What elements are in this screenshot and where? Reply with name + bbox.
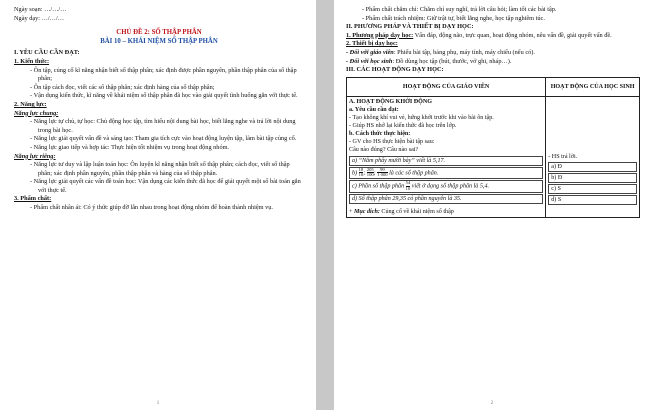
list-item: - Phẩm chất nhân ái: Có ý thức giúp đỡ lẫn nhau trong hoạt động nhóm để hoàn thành nhiệm vụ. (30, 204, 274, 212)
fraction: $\frac{54}{10}$ (405, 180, 411, 191)
option-c: c) Phần số thập phân $\frac{54}{10}$ viết ở dạng số thập phân là 5,4. (349, 180, 543, 193)
subheading: 2. Thiết bị dạy học: (346, 40, 398, 48)
student-activity-cell (546, 96, 640, 217)
subheading: 3. Phẩm chất: (14, 195, 52, 203)
list-item: - Năng lực tự chủ, tự học: Chủ động học tập, tìm hiểu nội dung bài học, biết lắng nghe và trả lời nội dung trong bài học. (30, 118, 296, 134)
list-item: - Vận dụng kiến thức, kĩ năng về khái niệm số thập phân đã học vào giải quyết tình huống gắn với thực tế. (30, 92, 298, 100)
teacher-instruction: - GV cho HS thực hiện bài tập sau: (349, 139, 435, 146)
header-teacher: HOẠT ĐỘNG CỦA GIÁO VIÊN (347, 77, 546, 96)
document-page-1 (0, 0, 316, 410)
document-page-2 (334, 0, 650, 410)
answer-a: a) Đ (548, 162, 637, 172)
list-item: - Năng lực giao tiếp và hợp tác: Thực hiện tốt nhiệm vụ trong hoạt động nhóm. (30, 143, 230, 151)
activities-table (346, 77, 640, 218)
fraction: $\frac{18}{10}$ (358, 166, 364, 178)
section-heading: II. PHƯƠNG PHÁP VÀ THIẾT BỊ DẠY HỌC: (346, 23, 474, 31)
requirement-item: - Giúp HS nhớ lại kiến thức đã học trên lớp. (349, 123, 457, 130)
student-answer-intro: - HS trả lời. (548, 153, 578, 160)
date-prepared: Ngày soạn: …/…/… (14, 6, 67, 13)
answer-d: d) S (548, 195, 637, 205)
method-paragraph: 1. Phương pháp dạy học: Vấn đáp, động não, trực quan, hoạt động nhóm, nêu vấn đề, giải quyết vấn đề. (346, 31, 612, 39)
answer-c: c) S (548, 184, 637, 194)
requirement-item: - Tạo không khí vui vẻ, hứng khởi trước khi vào bài ôn tập. (349, 115, 494, 122)
header-student: HOẠT ĐỘNG CỦA HỌC SINH (546, 77, 640, 96)
list-item: - Phẩm chất trách nhiệm: Giữ trật tự, biết lắng nghe, học tập nghiêm túc. (362, 14, 545, 22)
teacher-activity-cell (347, 96, 546, 217)
section-heading: I. YÊU CẦU CẦN ĐẠT: (14, 49, 80, 57)
lesson-title: BÀI 10 – KHÁI NIỆM SỐ THẬP PHÂN (100, 37, 218, 45)
topic-title: CHỦ ĐỀ 2: SỐ THẬP PHÂN (116, 29, 202, 37)
question-text: Câu nào đúng? Câu nào sai? (349, 147, 419, 154)
list-item: - Năng lực giải quyết các vấn đề toán học: Vận dụng các kiến thức đã học để giải quyết một số bài toán gắn với thực tế. (30, 178, 301, 194)
purpose-line: + Mục đích: Củng cố về khái niệm số thập (349, 208, 454, 215)
table-header-row (347, 77, 640, 96)
page-number: 2 (490, 401, 494, 406)
teacher-equipment: - Đối với giáo viên: Phiếu bài tập, bảng phụ, máy tính, máy chiếu (nếu có). (346, 48, 535, 56)
fraction: $\frac{205}{100}$ (366, 166, 374, 178)
activity-title: A. HOẠT ĐỘNG KHỞI ĐỘNG (349, 98, 433, 105)
fraction: $\frac{99}{1 000}$ (377, 166, 388, 178)
section-heading: III. CÁC HOẠT ĐỘNG DẠY HỌC: (346, 66, 444, 74)
student-equipment: - Đối với học sinh: Đồ dùng học tập (bút, thước, vở ghi, nháp…). (346, 57, 512, 65)
subheading: Năng lực chung: (14, 109, 59, 117)
requirement-heading: a. Yêu cầu cần đạt: (349, 106, 399, 113)
subheading: Năng lực riêng: (14, 152, 56, 160)
answer-b: b) Đ (548, 173, 637, 183)
table-row (347, 96, 640, 217)
list-item: - Phẩm chất chăm chỉ: Chăm chỉ suy nghĩ, trả lời câu hỏi; làm tốt các bài tập. (362, 6, 557, 13)
date-taught: Ngày dạy: …/…/… (14, 14, 65, 22)
option-a: a) “Năm phẩy mười bảy” viết là 5,17. (349, 156, 543, 166)
subheading: 1. Kiến thức: (14, 57, 50, 65)
list-item: - Ôn tập, củng cố kĩ năng nhận biết số thập phân; xác định được phần nguyên, phần thập phân của số thập phân; (30, 66, 297, 83)
list-item: - Ôn tập cách đọc, viết các số thập phân; xác định hàng của số thập phân; (30, 83, 215, 91)
subheading: 2. Năng lực: (14, 100, 47, 108)
list-item: - Năng lực tư duy và lập luận toán học: Ôn luyện kĩ năng nhận biết số thập phân; cách đọc, viết số thập phân; xác định phần nguyên, phần thập phân và hàng của số thập phân. (30, 161, 290, 177)
option-d: d) Số thập phân 29,35 có phần nguyên là 35. (349, 194, 543, 204)
method-heading: b. Cách thức thực hiện: (349, 131, 411, 138)
page-number: 1 (156, 401, 160, 406)
list-item: - Năng lực giải quyết vấn đề và sáng tạo: Tham gia tích cực vào hoạt động luyện tập, làm bài tập củng cố. (30, 135, 297, 143)
option-b: b) $\frac{18}{10}$ ; $\frac{205}{100}$ ; $\frac{99}{1 000}$ là các số thập phân. (349, 167, 543, 180)
